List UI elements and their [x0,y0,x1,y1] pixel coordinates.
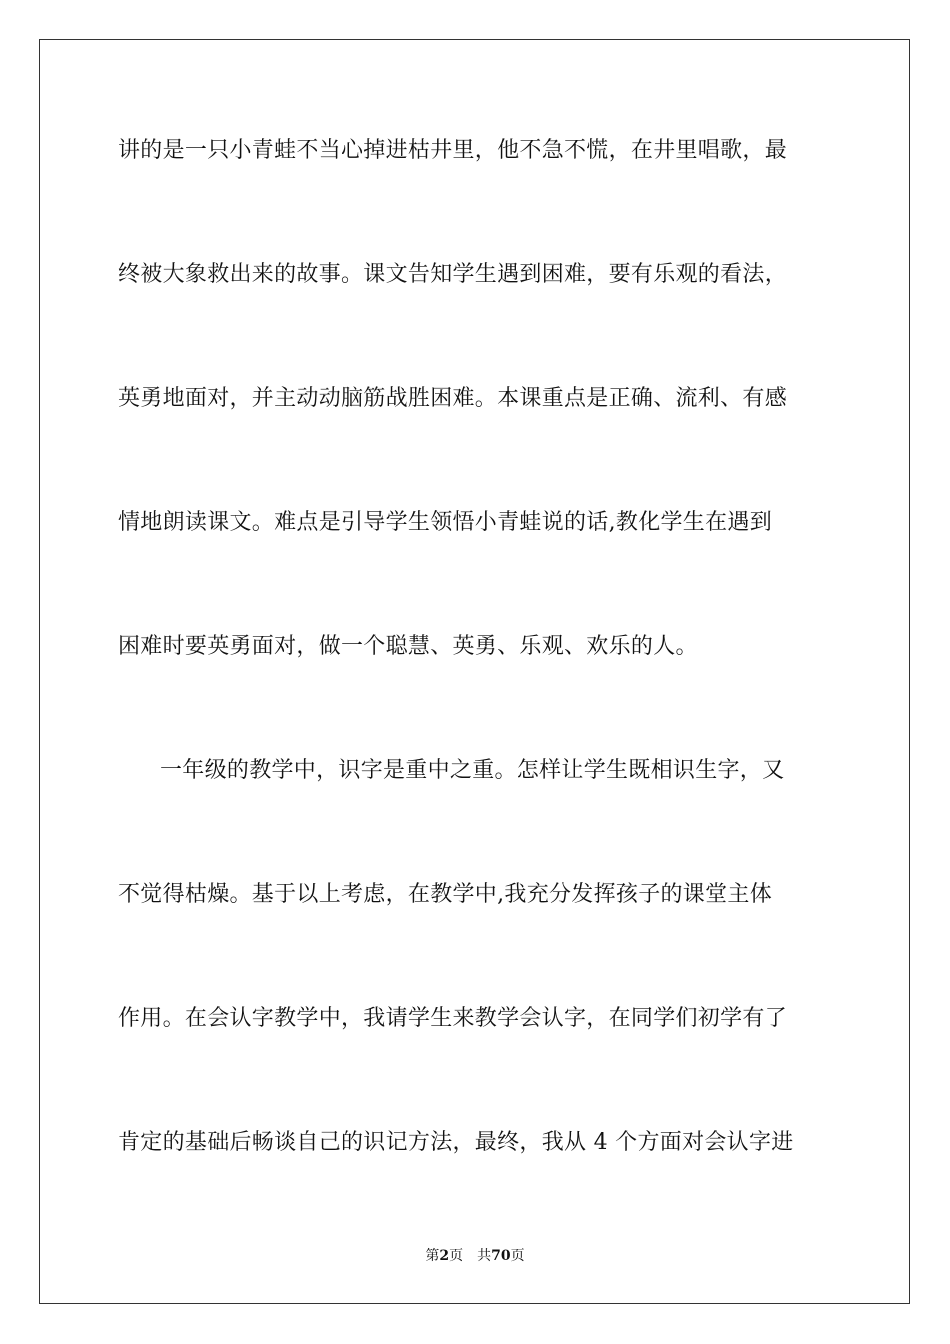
page-prefix: 第 [425,1248,440,1264]
page-number: 2 [439,1248,450,1264]
body-text-line: 肯定的基础后畅谈自己的识记方法，最终，我从 4 个方面对会认字进 [118,1130,794,1155]
paragraph-first-line: 一年级的教学中，识字是重中之重。怎样让学生既相识生字，又 [160,758,785,783]
body-text-line: 英勇地面对，并主动动脑筋战胜困难。本课重点是正确、流利、有感 [118,386,788,411]
body-text-line: 终被大象救出来的故事。课文告知学生遇到困难，要有乐观的看法， [118,262,788,287]
body-text-line: 困难时要英勇面对，做一个聪慧、英勇、乐观、欢乐的人。 [118,634,698,659]
page-border [39,39,910,1304]
page-suffix: 页 [449,1248,464,1264]
body-text-line: 讲的是一只小青蛙不当心掉进枯井里，他不急不慌，在井里唱歌，最 [118,138,788,163]
page-footer [0,1247,950,1265]
body-text-line: 情地朗读课文。难点是引导学生领悟小青蛙说的话,教化学生在遇到 [118,510,772,535]
total-pages: 70 [491,1248,511,1264]
body-text-line: 不觉得枯燥。基于以上考虑，在教学中,我充分发挥孩子的课堂主体 [118,882,772,907]
total-prefix: 共 [477,1248,492,1264]
body-text-line: 作用。在会认字教学中，我请学生来教学会认字，在同学们初学有了 [118,1006,788,1031]
total-suffix: 页 [510,1248,525,1264]
